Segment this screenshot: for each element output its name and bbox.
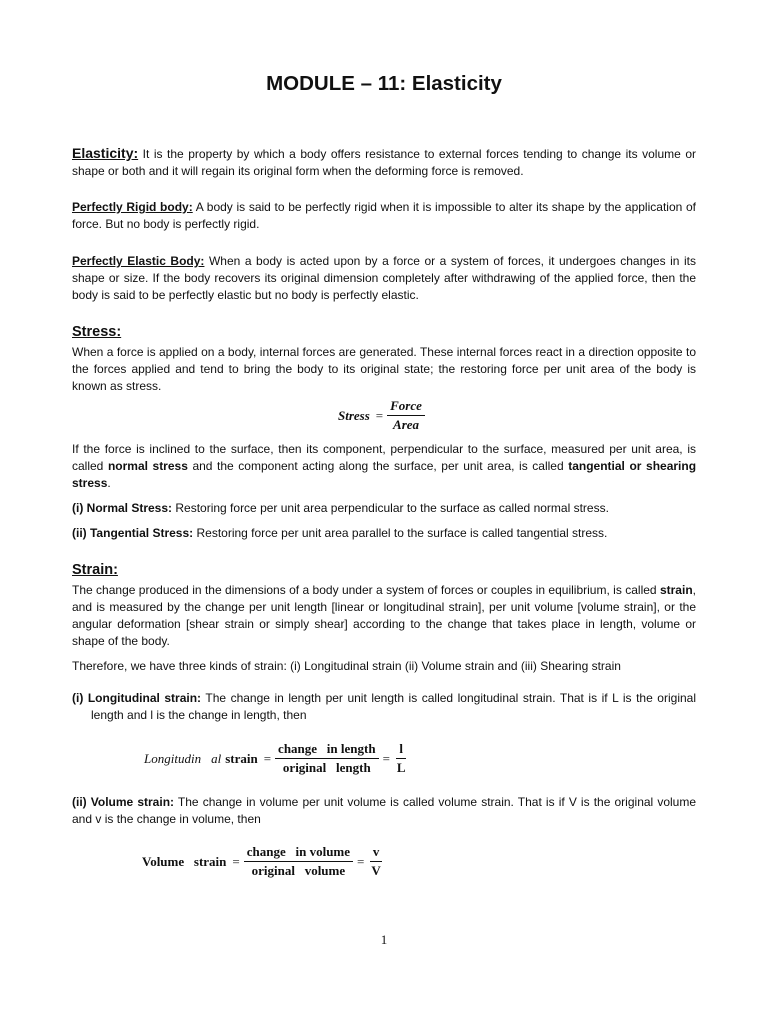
vol-eq-sign-2: = xyxy=(357,853,365,869)
long-eq-denominator: original length xyxy=(282,760,371,775)
volume-strain-item xyxy=(72,794,696,828)
strain-kinds-text: Therefore, we have three kinds of strain: (i) Longitudinal strain (ii) Volume strain and (iii) Shearing strain xyxy=(72,659,621,673)
volume-strain-text: The change in volume per unit volume is called volume strain. That is if V is the original volume and v is the change in volume, then xyxy=(72,795,696,826)
long-eq-denominator-2: L xyxy=(396,760,406,775)
stress-inclined-text: If the force is inclined to the surface, then its component, perpendicular to the surface, measured per unit area, is called xyxy=(72,442,696,473)
volume-strain-label: (ii) Volume strain: xyxy=(72,795,175,809)
vol-eq-denominator: original volume xyxy=(251,863,346,878)
long-eq-lhs-a: Longitudin xyxy=(144,750,202,766)
tangential-stress-term: tangential or shearing stress xyxy=(72,459,697,490)
vol-eq-sign: = xyxy=(232,853,240,869)
normal-stress-text: Restoring force per unit area perpendicular to the surface as called normal stress. xyxy=(172,501,609,515)
stress-eq-sign: = xyxy=(375,407,384,423)
vol-eq-lhs: Volume strain xyxy=(142,853,227,869)
vol-eq-denominator-2: V xyxy=(371,863,381,878)
long-eq-sign-2: = xyxy=(382,750,390,766)
long-eq-numerator: change in length xyxy=(275,741,379,759)
elasticity-term: Elasticity: xyxy=(72,145,139,161)
tangential-stress-item xyxy=(72,525,696,542)
stress-components xyxy=(72,441,696,492)
longitudinal-strain-label: (i) Longitudinal strain: xyxy=(72,691,202,705)
page-title: MODULE – 11: Elasticity xyxy=(266,72,502,95)
normal-stress-term: normal stress xyxy=(107,459,188,473)
longitudinal-strain-item xyxy=(72,690,696,724)
elastic-body-term: Perfectly Elastic Body: xyxy=(72,254,205,268)
vol-eq-numerator: change in volume xyxy=(244,844,353,862)
elastic-body-definition xyxy=(72,253,696,304)
long-eq-lhs-b: al xyxy=(211,750,222,766)
stress-heading: Stress: xyxy=(72,324,122,340)
normal-stress-item xyxy=(72,500,696,517)
stress-section xyxy=(72,324,696,395)
stress-inclined-text-2: and the component acting along the surface, per unit area, is called xyxy=(187,459,569,473)
strain-section xyxy=(72,562,696,650)
long-eq-numerator-2: l xyxy=(396,741,406,759)
stress-eq-denominator: Area xyxy=(393,417,420,432)
strain-heading: Strain: xyxy=(72,562,118,578)
strain-intro: The change produced in the dimensions of a body under a system of forces or couples in equilibrium, is called xyxy=(72,583,660,597)
elasticity-definition xyxy=(72,145,696,180)
tangential-stress-label: (ii) Tangential Stress: xyxy=(72,526,194,540)
rigid-body-term: Perfectly Rigid body: xyxy=(72,200,193,214)
stress-intro: When a force is applied on a body, internal forces are generated. These internal forces react in a direction opposite to the forces applied and tend to bring the body to its original state; the restoring force per unit area of the body is known as stress. xyxy=(72,345,696,393)
volume-strain-equation xyxy=(142,844,388,879)
page-number: 1 xyxy=(380,932,388,947)
normal-stress-label: (i) Normal Stress: xyxy=(72,501,173,515)
stress-equation xyxy=(338,398,429,433)
long-eq-sign: = xyxy=(263,750,272,766)
strain-kinds xyxy=(72,658,696,675)
long-eq-fraction xyxy=(275,741,379,776)
long-eq-lhs-c: strain xyxy=(225,750,258,766)
stress-eq-fraction xyxy=(387,398,425,433)
stress-inclined-text-3: . xyxy=(107,476,111,490)
longitudinal-strain-text: The change in length per unit length is called longitudinal strain. That is if L is the original length and l is the change in length, then xyxy=(91,691,696,722)
tangential-stress-text: Restoring force per unit area parallel to the surface is called tangential stress. xyxy=(193,526,608,540)
long-eq-fraction-2 xyxy=(394,741,409,776)
vol-eq-fraction xyxy=(244,844,353,879)
rigid-body-text: A body is said to be perfectly rigid when it is impossible to alter its shape by the application of force. But no body is perfectly rigid. xyxy=(72,200,696,231)
longitudinal-strain-equation xyxy=(144,741,413,776)
stress-eq-lhs: Stress xyxy=(338,407,370,423)
strain-intro-2: , and is measured by the change per unit length [linear or longitudinal strain], per unit volume [volume strain], or the angular deformation [shear strain or simply shear] according to the change that takes place in length, volume or shape of the body. xyxy=(72,583,696,648)
stress-eq-numerator: Force xyxy=(387,398,425,416)
elastic-body-text: When a body is acted upon by a force or a system of forces, it undergoes changes in its shape or size. If the body recovers its original dimension completely after withdrawing of the applied force, then the body is said to be perfectly elastic but no body is perfectly elastic. xyxy=(72,254,696,302)
elasticity-text: It is the property by which a body offers resistance to external forces tending to change its volume or shape or both and it will regain its original form when the deforming force is removed. xyxy=(72,147,696,178)
rigid-body-definition xyxy=(72,199,696,233)
vol-eq-numerator-2: v xyxy=(370,844,383,862)
vol-eq-fraction-2 xyxy=(368,844,383,879)
strain-term: strain xyxy=(659,583,693,597)
